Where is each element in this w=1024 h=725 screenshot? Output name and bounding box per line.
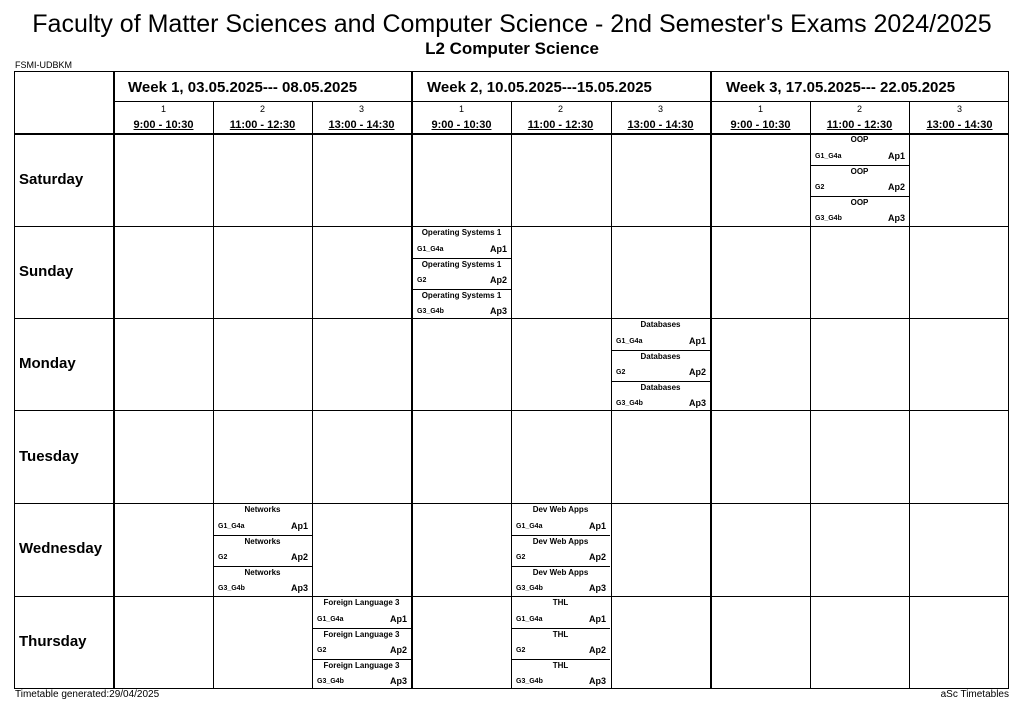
- exam-room: Ap1: [887, 151, 905, 161]
- exam-group: G3_G4b: [616, 400, 643, 407]
- generated-date: Timetable generated:29/04/2025: [15, 689, 160, 700]
- period-number: 1: [757, 104, 763, 114]
- exam-subject: Operating Systems 1: [421, 291, 502, 300]
- exam-room: Ap3: [588, 676, 606, 686]
- exam-room: Ap3: [887, 213, 905, 223]
- exam-entry: [511, 504, 610, 535]
- exam-room: Ap2: [887, 182, 905, 192]
- exam-room: Ap2: [290, 552, 308, 562]
- exam-room: Ap1: [588, 521, 606, 531]
- period-time: 11:00 - 12:30: [826, 119, 893, 131]
- exam-group: G3_G4b: [815, 215, 842, 222]
- exam-entry: [810, 196, 909, 227]
- period-number: 2: [557, 104, 563, 114]
- week-2-header: Week 2, 10.05.2025---15.05.2025: [427, 79, 652, 96]
- exam-subject: Dev Web Apps: [532, 537, 589, 546]
- exam-subject: Databases: [640, 352, 681, 361]
- exam-room: Ap2: [588, 645, 606, 655]
- exam-entry: [213, 535, 312, 566]
- exam-entry: [611, 319, 710, 350]
- period-time: 13:00 - 14:30: [328, 119, 395, 131]
- period-time: 13:00 - 14:30: [926, 119, 993, 131]
- exam-subject: Dev Web Apps: [532, 505, 589, 514]
- exam-group: G3_G4b: [317, 678, 344, 685]
- week-divider: [710, 71, 712, 689]
- exam-entry: [213, 504, 312, 535]
- exam-room: Ap3: [290, 583, 308, 593]
- period-divider: [213, 101, 214, 689]
- exam-group: G2: [218, 554, 228, 561]
- software-credit: aSc Timetables: [940, 689, 1009, 700]
- exam-room: Ap2: [489, 275, 507, 285]
- exam-entry: [511, 628, 610, 659]
- exam-entry: [511, 597, 610, 628]
- exam-group: G2: [417, 277, 427, 284]
- exam-subject: Networks: [244, 568, 281, 577]
- exam-group: G3_G4b: [218, 585, 245, 592]
- exam-entry: [511, 566, 610, 597]
- exam-group: G1_G4a: [516, 616, 543, 623]
- exam-room: Ap1: [389, 614, 407, 624]
- page-title: Faculty of Matter Sciences and Computer Science - 2nd Semester's Exams 2024/2025: [32, 10, 992, 38]
- day-label-thursday: Thursday: [19, 633, 87, 650]
- exam-group: G1_G4a: [516, 523, 543, 530]
- period-number: 3: [657, 104, 663, 114]
- exam-subject: Operating Systems 1: [421, 260, 502, 269]
- exam-subject: OOP: [850, 198, 869, 207]
- exam-entry: [810, 165, 909, 196]
- day-label-saturday: Saturday: [19, 171, 84, 188]
- period-time: 9:00 - 10:30: [730, 119, 791, 131]
- exam-room: Ap3: [688, 398, 706, 408]
- exam-group: G2: [317, 647, 327, 654]
- exam-room: Ap2: [389, 645, 407, 655]
- period-time: 11:00 - 12:30: [229, 119, 296, 131]
- day-label-tuesday: Tuesday: [19, 448, 79, 465]
- exam-subject: THL: [552, 630, 569, 639]
- exam-group: G2: [516, 554, 526, 561]
- exam-room: Ap2: [688, 367, 706, 377]
- exam-room: Ap1: [588, 614, 606, 624]
- period-number: 2: [259, 104, 265, 114]
- exam-room: Ap1: [489, 244, 507, 254]
- exam-room: Ap3: [489, 306, 507, 316]
- exam-room: Ap3: [389, 676, 407, 686]
- exam-entry: [412, 258, 511, 289]
- exam-group: G2: [815, 184, 825, 191]
- period-time: 13:00 - 14:30: [627, 119, 694, 131]
- exam-subject: Databases: [640, 320, 681, 329]
- period-number: 1: [160, 104, 166, 114]
- exam-entry: [611, 350, 710, 381]
- day-label-sunday: Sunday: [19, 263, 74, 280]
- exam-group: G1_G4a: [417, 246, 444, 253]
- period-number: 1: [458, 104, 464, 114]
- exam-group: G3_G4b: [516, 678, 543, 685]
- exam-group: G1_G4a: [317, 616, 344, 623]
- exam-subject: THL: [552, 598, 569, 607]
- period-time: 9:00 - 10:30: [133, 119, 194, 131]
- day-column-divider: [113, 71, 115, 689]
- exam-entry: [511, 535, 610, 566]
- exam-entry: [213, 566, 312, 597]
- period-time: 11:00 - 12:30: [527, 119, 594, 131]
- exam-group: G3_G4b: [417, 308, 444, 315]
- exam-subject: Databases: [640, 383, 681, 392]
- exam-subject: Operating Systems 1: [421, 228, 502, 237]
- page-subtitle: L2 Computer Science: [425, 39, 599, 58]
- exam-group: G1_G4a: [218, 523, 245, 530]
- exam-subject: Foreign Language 3: [323, 630, 400, 639]
- exam-entry: [312, 628, 411, 659]
- exam-group: G1_G4a: [815, 153, 842, 160]
- school-code: FSMI-UDBKM: [15, 60, 72, 70]
- day-label-monday: Monday: [19, 355, 76, 372]
- exam-subject: Foreign Language 3: [323, 598, 400, 607]
- week-divider: [411, 71, 413, 689]
- exam-group: G1_G4a: [616, 338, 643, 345]
- exam-subject: Networks: [244, 505, 281, 514]
- exam-group: G2: [616, 369, 626, 376]
- period-number: 3: [956, 104, 962, 114]
- exam-subject: Networks: [244, 537, 281, 546]
- period-number: 3: [358, 104, 364, 114]
- exam-entry: [312, 659, 411, 690]
- exam-entry: [611, 381, 710, 412]
- exam-subject: OOP: [850, 167, 869, 176]
- week-1-header: Week 1, 03.05.2025--- 08.05.2025: [128, 79, 358, 96]
- day-label-wednesday: Wednesday: [19, 540, 103, 557]
- week-3-header: Week 3, 17.05.2025--- 22.05.2025: [726, 79, 956, 96]
- period-divider: [909, 101, 910, 689]
- exam-group: G2: [516, 647, 526, 654]
- exam-subject: Dev Web Apps: [532, 568, 589, 577]
- period-number: 2: [856, 104, 862, 114]
- exam-room: Ap1: [290, 521, 308, 531]
- exam-room: Ap2: [588, 552, 606, 562]
- exam-entry: [412, 227, 511, 258]
- exam-subject: OOP: [850, 135, 869, 144]
- exam-entry: [412, 289, 511, 320]
- exam-entry: [511, 659, 610, 690]
- exam-entry: [312, 597, 411, 628]
- exam-subject: THL: [552, 661, 569, 670]
- exam-subject: Foreign Language 3: [323, 661, 400, 670]
- period-time: 9:00 - 10:30: [431, 119, 492, 131]
- exam-group: G3_G4b: [516, 585, 543, 592]
- exam-room: Ap1: [688, 336, 706, 346]
- exam-entry: [810, 134, 909, 165]
- exam-room: Ap3: [588, 583, 606, 593]
